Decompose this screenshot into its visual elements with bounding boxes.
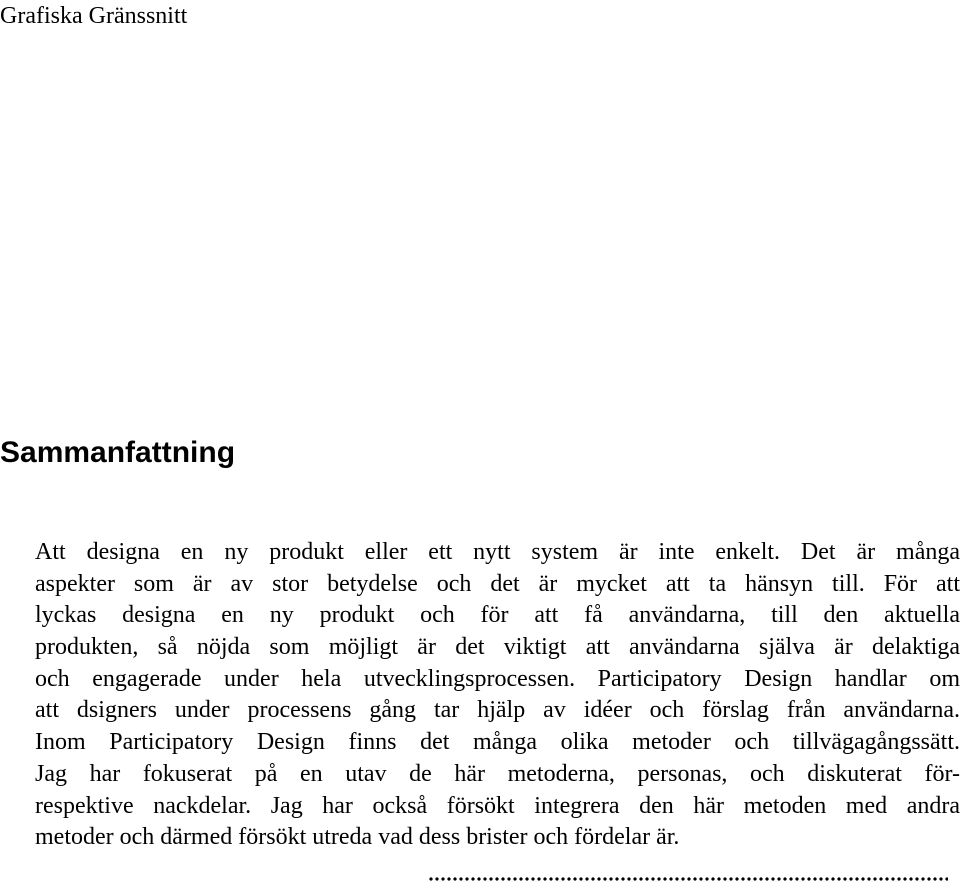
dotted-leader [428, 877, 948, 881]
abstract-line: Att designa en ny produkt eller ett nytt system är inte enkelt. Det är många [35, 539, 960, 565]
abstract-paragraph [35, 537, 960, 854]
abstract-line: metoder och därmed försökt utreda vad dess brister och fördelar är. [35, 824, 680, 851]
running-header-title: Grafiska Gränssnitt [0, 3, 188, 29]
abstract-line: produkten, så nöjda som möjligt är det viktigt att användarna själva är delaktiga [35, 634, 960, 661]
abstract-line: att dsigners under processens gång tar hjälp av idéer och förslag från användarna. [35, 697, 960, 724]
abstract-line: Inom Participatory Design finns det många olika metoder och tillvägagångssätt. [35, 729, 960, 756]
abstract-line: aspekter som är av stor betydelse och det är mycket att ta hänsyn till. För att [35, 570, 960, 597]
abstract-line: Jag har fokuserat på en utav de här metoderna, personas, och diskuterat för- [35, 760, 960, 787]
abstract-line: respektive nackdelar. Jag har också försökt integrera den här metoden med andra [35, 792, 960, 819]
abstract-line: och engagerade under hela utvecklingsprocessen. Participatory Design handlar om [35, 665, 960, 692]
abstract-line: lyckas designa en ny produkt och för att få användarna, till den aktuella [35, 602, 960, 629]
section-heading: Sammanfattning [0, 436, 236, 469]
